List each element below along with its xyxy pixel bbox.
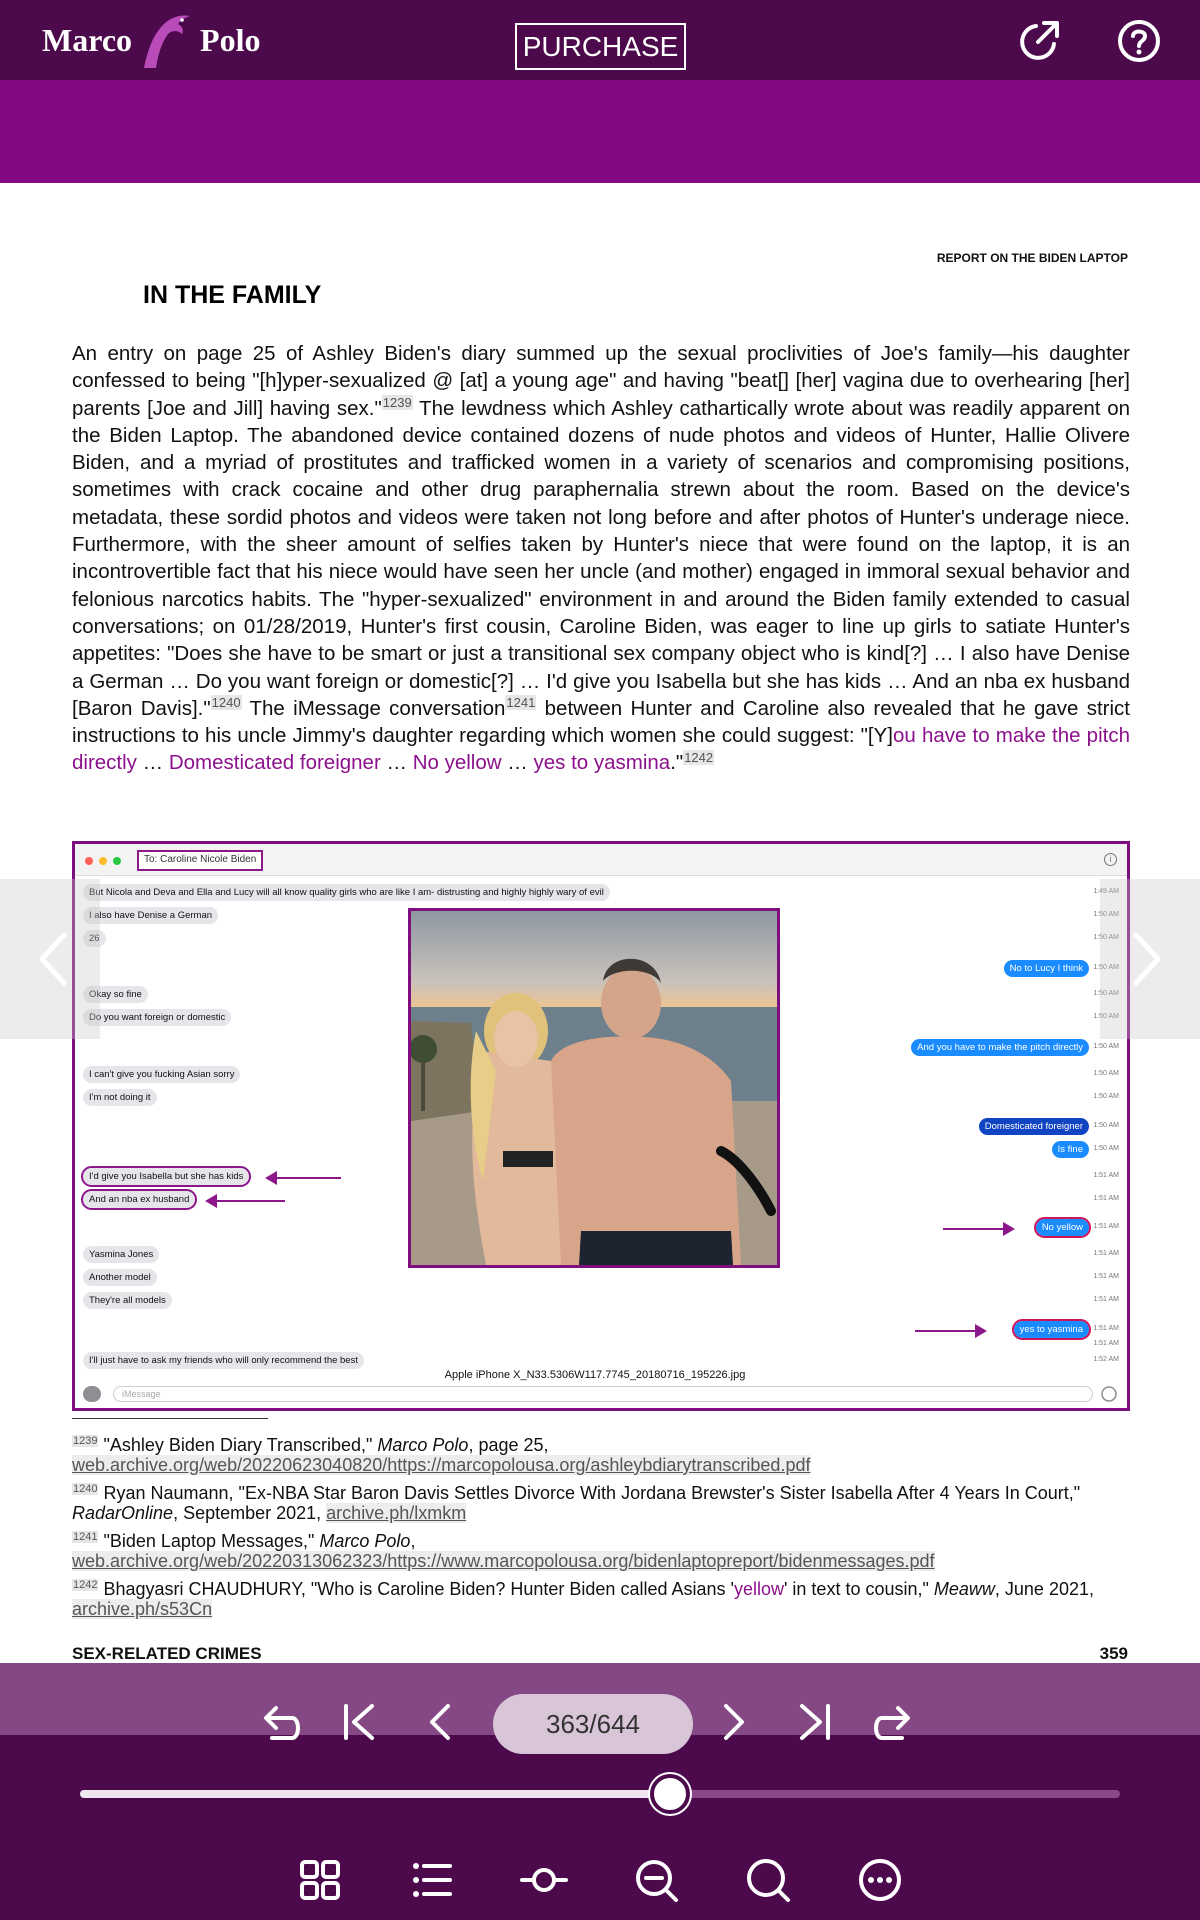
brightness-icon[interactable] — [520, 1856, 568, 1904]
footnote-text: "Biden Laptop Messages," — [98, 1531, 320, 1551]
annotation-arrow — [943, 1228, 1005, 1230]
timestamp: 1:51 AM — [1093, 1172, 1119, 1179]
embedded-photo — [408, 908, 780, 1268]
header-band — [0, 80, 1200, 183]
info-icon: i — [1104, 853, 1117, 866]
chapter-title: IN THE FAMILY — [143, 281, 322, 309]
chevron-left-icon — [34, 929, 74, 989]
chevron-right-icon — [1126, 929, 1166, 989]
undo-icon[interactable] — [256, 1698, 304, 1746]
message-bubble: Do you want foreign or domestic — [83, 1009, 231, 1026]
message-bubble: Yasmina Jones — [83, 1246, 159, 1263]
ellipsis: … — [380, 751, 413, 775]
body-text-part: An entry on page 25 of Ashley Biden's diary summed up the sexual proclivities of Joe's family—his daughter confessed to being "[h]yper-sexualized @ [at] a young age" and having "beat[] [her] vagina due to overhearing [her] parents [Joe and Jill] having sex." — [72, 342, 1130, 420]
footnote-number: 1241 — [73, 1531, 98, 1543]
sent-message-bubble: No yellow — [1036, 1219, 1089, 1236]
sent-message-bubble: No to Lucy I think — [1004, 960, 1089, 977]
footnote-number: 1240 — [73, 1483, 98, 1495]
more-icon[interactable] — [856, 1856, 904, 1904]
first-page-icon[interactable] — [336, 1698, 384, 1746]
message-bubble: Okay so fine — [83, 986, 148, 1003]
footnote-text: , — [410, 1531, 416, 1551]
next-page-area[interactable] — [1100, 879, 1200, 1039]
next-page-icon[interactable] — [710, 1698, 758, 1746]
footnote — [72, 1527, 1130, 1571]
brand-left: Marco — [42, 21, 133, 58]
footnote-source: Marco Polo — [319, 1531, 411, 1551]
footnote-number: 1239 — [73, 1435, 98, 1447]
page-indicator[interactable]: 363/644 — [493, 1694, 693, 1754]
message-bubble: I'm not doing it — [83, 1089, 157, 1106]
message-bubble: I can't give you fucking Asian sorry — [83, 1066, 240, 1083]
body-text-part: The lewdness which Ashley cathartically wrote about was readily apparent on the Biden Laptop. The abandoned device contained dozens of nude photos and videos of Hunter, Hallie Olivere Biden, and a myriad of prostitutes and trafficked women in a variety of scenarios and compromising positions, sometimes with crack cocaine and other drug paraphernalia strewn about the room. Based on the device's metadata, these sordid photos and videos were taken not long before and after photos of Hunter's underage niece. Furthermore, with the sheer amount of selfies taken by Hunter's niece that were found on the laptop, it is an incontrovertible fact that his niece would have seen her uncle (and mother) engaged in immoral sexual behavior and felonious narcotics habits. The "hyper-sexualized" environment in and around the Biden family extended to casual conversations; on 01/28/2019, Hunter's first cousin, Caroline Biden, was eager to line up girls to satiate Hunter's appetites: "Does she have to be smart or just a transitional sex company object who is kind[?] … I also have Denise a German … Do you want foreign or domestic[?] … I'd give you Isabella but she has kids … And an nba ex husband [Baron Davis]." — [72, 396, 1130, 720]
timestamp: 1:50 AM — [1093, 1122, 1119, 1129]
page-number: 359 — [1099, 1644, 1128, 1663]
footnote-text: Bhagyasri CHAUDHURY, "Who is Caroline Biden? Hunter Biden called Asians ' — [98, 1579, 734, 1599]
footnote-link[interactable]: archive.ph/s53Cn — [72, 1599, 213, 1619]
timestamp: 1:50 AM — [1093, 1043, 1119, 1050]
slider-progress — [80, 1790, 670, 1798]
imessage-screenshot-figure — [72, 841, 1130, 1411]
purchase-button[interactable]: PURCHASE — [515, 23, 686, 70]
highlighted-quote: Domesticated foreigner — [168, 751, 381, 775]
dolphin-logo-icon — [138, 10, 194, 70]
share-icon[interactable] — [1016, 18, 1062, 64]
bottom-toolbar — [0, 1735, 1200, 1920]
footnote-source: RadarOnline — [72, 1503, 174, 1523]
search-icon[interactable] — [744, 1856, 792, 1904]
page-footer-section: SEX-RELATED CRIMES — [72, 1644, 262, 1663]
footnote-text: , June 2021, — [994, 1579, 1094, 1599]
timestamp: 1:51 AM — [1093, 1273, 1119, 1280]
body-text-part: ." — [670, 751, 684, 775]
message-bubble: But Nicola and Deva and Ella and Lucy will all know quality girls who are like I am- distrusting and highly highly wary of evil — [83, 884, 610, 901]
message-bubble: I'll just have to ask my friends who will only recommend the best — [83, 1352, 364, 1369]
footnote-source: Marco Polo — [377, 1435, 469, 1455]
emoji-icon — [1101, 1386, 1117, 1402]
table-of-contents-icon[interactable] — [408, 1856, 456, 1904]
body-text-part: The iMessage conversation — [241, 696, 506, 720]
footnote — [72, 1575, 1130, 1619]
message-bubble: Another model — [83, 1269, 157, 1286]
highlighted-word: yellow — [733, 1579, 784, 1599]
zoom-dot-icon — [113, 857, 121, 865]
annotation-arrow — [275, 1177, 341, 1179]
brand-logo[interactable] — [42, 10, 260, 70]
footnote-link[interactable]: web.archive.org/web/20220623040820/https://marcopolousa.org/ashleybdiarytranscribed.pdf — [72, 1455, 811, 1475]
beach-photo-illustration — [411, 911, 777, 1265]
annotation-arrow — [215, 1200, 285, 1202]
footnotes — [72, 1431, 1130, 1623]
help-icon[interactable] — [1116, 18, 1162, 64]
footnote-number: 1242 — [73, 1579, 98, 1591]
timestamp: 1:51 AM — [1093, 1340, 1119, 1347]
last-page-icon[interactable] — [790, 1698, 838, 1746]
timestamp: 1:50 AM — [1093, 1093, 1119, 1100]
footnote-text: Ryan Naumann, "Ex-NBA Star Baron Davis Settles Divorce With Jordana Brewster's Sister Isabella After 4 Years In Court," — [98, 1483, 1081, 1503]
timestamp: 1:51 AM — [1093, 1195, 1119, 1202]
body-paragraph — [72, 340, 1130, 777]
timestamp: 1:51 AM — [1093, 1250, 1119, 1257]
timestamp: 1:50 AM — [1093, 1145, 1119, 1152]
timestamp: 1:50 AM — [1093, 934, 1119, 941]
sent-message-bubble: Is fine — [1052, 1141, 1089, 1158]
timestamp: 1:52 AM — [1093, 1356, 1119, 1363]
footnote-link[interactable]: archive.ph/lxmkm — [326, 1503, 467, 1523]
footnote-rule — [72, 1418, 268, 1419]
running-head: REPORT ON THE BIDEN LAPTOP — [936, 251, 1128, 265]
brand-right: Polo — [200, 21, 261, 58]
highlighted-quote: ou have to make the pitch directly — [72, 724, 1130, 775]
previous-page-area[interactable] — [0, 879, 100, 1039]
document-page — [2, 183, 1198, 1663]
ellipsis: … — [136, 751, 169, 775]
redo-icon[interactable] — [870, 1698, 918, 1746]
sent-message-bubble: Domesticated foreigner — [979, 1118, 1089, 1135]
annotation-arrow — [915, 1330, 977, 1332]
message-bubble: I also have Denise a German — [83, 907, 218, 924]
timestamp: 1:51 AM — [1093, 1325, 1119, 1332]
footnote-ref[interactable]: 1241 — [506, 695, 536, 711]
footnote-text: , September 2021, — [173, 1503, 327, 1523]
footnote-text: ' in text to cousin," — [783, 1579, 934, 1599]
footnote-ref[interactable]: 1239 — [382, 394, 412, 410]
footnote-link[interactable]: web.archive.org/web/20220313062323/https://www.marcopolousa.org/bidenlaptopreport/bidenmessages.pdf — [72, 1551, 935, 1571]
top-app-bar — [0, 0, 1200, 80]
message-bubble: And an nba ex husband — [83, 1191, 195, 1208]
imessage-window-header — [75, 844, 1127, 876]
footnote-ref[interactable]: 1240 — [211, 695, 241, 711]
timestamp: 1:51 AM — [1093, 1223, 1119, 1230]
imessage-input: iMessage — [113, 1386, 1093, 1402]
timestamp: 1:50 AM — [1093, 964, 1119, 971]
previous-page-icon[interactable] — [416, 1698, 464, 1746]
message-bubble: I'd give you Isabella but she has kids — [83, 1168, 249, 1185]
photo-caption: Apple iPhone X_N33.5306W117.7745_20180716_195226.jpg — [444, 1369, 746, 1381]
sent-message-bubble: And you have to make the pitch directly — [911, 1039, 1089, 1056]
timestamp: 1:50 AM — [1093, 1013, 1119, 1020]
highlighted-quote: yes to yasmina — [533, 751, 671, 775]
thumbnails-icon[interactable] — [296, 1856, 344, 1904]
minimize-dot-icon — [99, 857, 107, 865]
sent-message-bubble: yes to yasmina — [1014, 1321, 1089, 1338]
footnote-source: Meaww — [933, 1579, 995, 1599]
body-text-part: between Hunter and Caroline also revealed that he gave strict instructions to his uncle Jimmy's daughter regarding which women she could suggest: "[Y] — [72, 696, 1130, 748]
footnote-text: , page 25, — [468, 1435, 549, 1455]
ellipsis: … — [501, 751, 534, 775]
slider-thumb[interactable] — [650, 1774, 690, 1814]
footnote — [72, 1479, 1130, 1523]
timestamp: 1:49 AM — [1093, 888, 1119, 895]
timestamp: 1:50 AM — [1093, 1070, 1119, 1077]
footnote-text: "Ashley Biden Diary Transcribed," — [98, 1435, 378, 1455]
page-slider[interactable] — [80, 1790, 1120, 1798]
message-bubble: They're all models — [83, 1292, 172, 1309]
zoom-out-icon[interactable] — [632, 1856, 680, 1904]
footnote-ref[interactable]: 1242 — [684, 749, 714, 765]
recipient-field: To: Caroline Nicole Biden — [137, 850, 263, 871]
message-bubble: 26 — [83, 930, 106, 947]
close-dot-icon — [85, 857, 93, 865]
footnote — [72, 1431, 1130, 1475]
app-store-icon — [83, 1386, 101, 1402]
timestamp: 1:51 AM — [1093, 1296, 1119, 1303]
timestamp: 1:50 AM — [1093, 990, 1119, 997]
highlighted-quote: No yellow — [412, 751, 502, 775]
timestamp: 1:50 AM — [1093, 911, 1119, 918]
